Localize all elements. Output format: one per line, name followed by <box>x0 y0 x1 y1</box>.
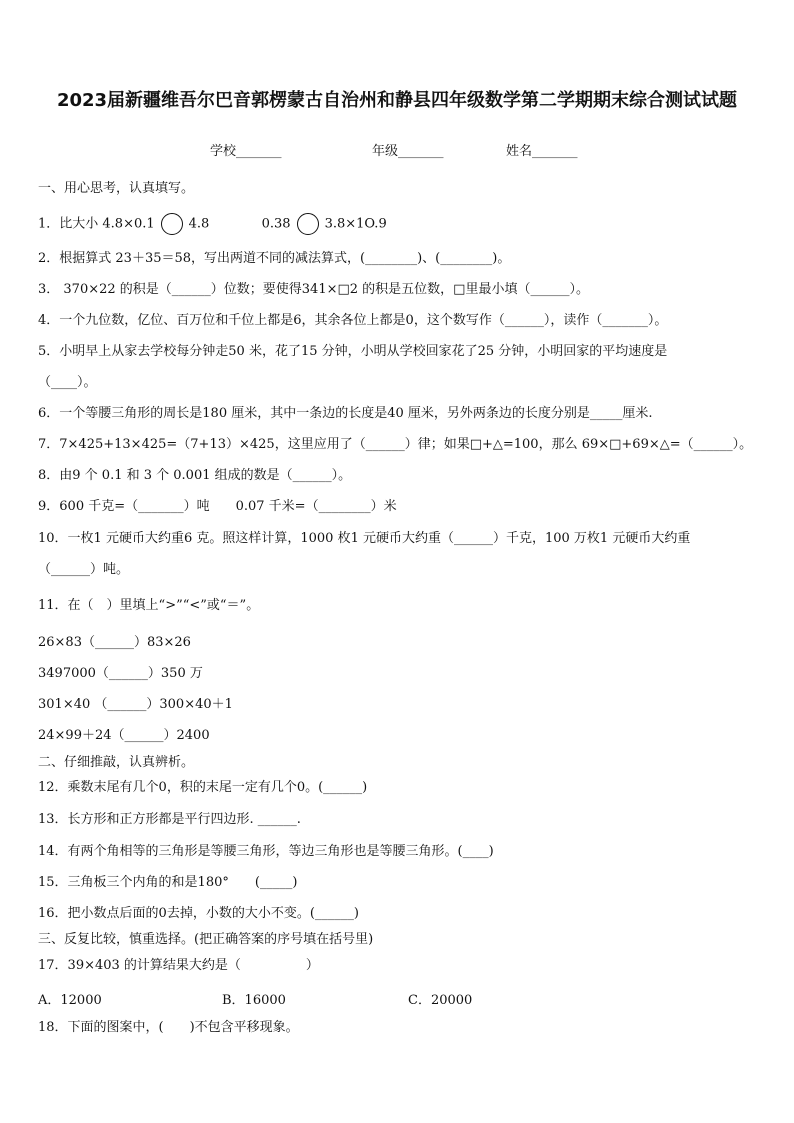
question-1-prefix: 1．比大小 4.8×0.1 <box>38 216 155 232</box>
question-13: 13．长方形和正方形都是平行四边形. ______. <box>38 812 301 827</box>
question-17: 17．39×403 的计算结果大约是（ ） <box>38 958 319 973</box>
question-18: 18．下面的图案中，( )不包含平移现象。 <box>38 1020 299 1035</box>
question-10-line-2: （______）吨。 <box>38 562 130 577</box>
question-5-line-2: （____）。 <box>38 375 97 390</box>
question-6: 6．一个等腰三角形的周长是180 厘米，其中一条边的长度是40 厘米，另外两条边的长度分别是_____厘米. <box>38 406 653 421</box>
question-1-value-a: 4.8 <box>188 216 210 232</box>
question-4: 4．一个九位数，亿位、百万位和千位上都是6，其余各位上都是0，这个数写作（______），读作（_______）。 <box>38 313 668 328</box>
question-11-item-c: 301×40 （______）300×40＋1 <box>38 697 233 712</box>
school-field: 学校_______ <box>210 144 282 159</box>
question-9: 9．600 千克=（_______）吨 0.07 千米=（________）米 <box>38 499 397 514</box>
question-11-item-a: 26×83（______）83×26 <box>38 635 191 650</box>
question-11-item-d: 24×99＋24（______）2400 <box>38 728 210 743</box>
question-10-line-1: 10．一枚1 元硬币大约重6 克。照这样计算，1000 枚1 元硬币大约重（______）千克，100 万枚1 元硬币大约重 <box>38 531 691 546</box>
question-3: 3． 370×22 的积是（______）位数；要使得341×□2 的积是五位数，□里最小填（______）。 <box>38 282 589 297</box>
question-8: 8．由9 个 0.1 和 3 个 0.001 组成的数是（______）。 <box>38 468 352 483</box>
section-3-heading: 三、反复比较，慎重选择。(把正确答案的序号填在括号里) <box>38 932 374 947</box>
question-1 <box>38 213 387 235</box>
question-1-value-b: 0.38 <box>261 216 291 232</box>
grade-field: 年级_______ <box>372 144 444 159</box>
section-1-heading: 一、用心思考，认真填写。 <box>38 181 195 196</box>
section-2-heading: 二、仔细推敲，认真辨析。 <box>38 755 195 770</box>
question-14: 14．有两个角相等的三角形是等腰三角形，等边三角形也是等腰三角形。(____) <box>38 844 494 859</box>
question-11: 11．在（ ）里填上“>”“<”或“＝”。 <box>38 598 260 613</box>
question-12: 12．乘数末尾有几个0，积的末尾一定有几个0。(______) <box>38 780 368 795</box>
question-17-choice-c: C．20000 <box>408 993 473 1008</box>
question-11-item-b: 3497000（______）350 万 <box>38 666 203 681</box>
question-16: 16．把小数点后面的0去掉，小数的大小不变。(______) <box>38 906 359 921</box>
question-17-choice-b: B．16000 <box>222 993 286 1008</box>
compare-circle-2[interactable] <box>297 213 319 235</box>
name-field: 姓名_______ <box>506 144 578 159</box>
question-17-choice-a: A．12000 <box>38 993 102 1008</box>
question-2: 2．根据算式 23＋35＝58，写出两道不同的减法算式，(________)、(________)。 <box>38 251 511 266</box>
page-title: 2023届新疆维吾尔巴音郭楞蒙古自治州和静县四年级数学第二学期期末综合测试试题 <box>56 90 738 111</box>
question-5-line-1: 5．小明早上从家去学校每分钟走50 米，花了15 分钟，小明从学校回家花了25 分钟，小明回家的平均速度是 <box>38 344 668 359</box>
question-7: 7．7×425+13×425=（7+13）×425，这里应用了（______）律；如果□+△=100，那么 69×□+69×△=（______）。 <box>38 437 753 452</box>
question-1-value-c: 3.8×1O.9 <box>324 216 387 232</box>
question-15: 15．三角板三个内角的和是180° (_____) <box>38 875 298 890</box>
compare-circle-1[interactable] <box>161 213 183 235</box>
